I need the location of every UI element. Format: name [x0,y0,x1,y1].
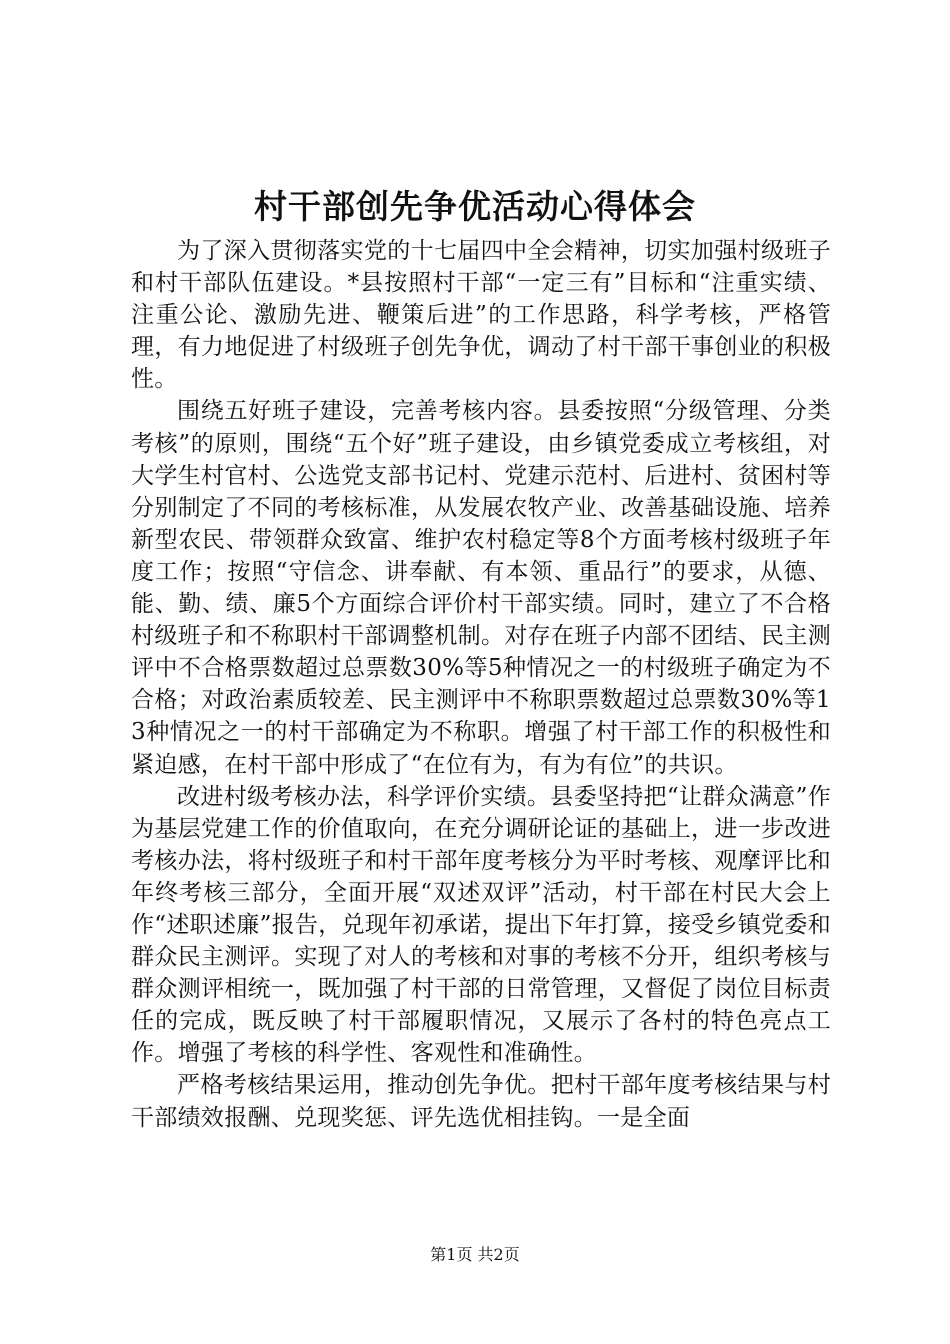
paragraph-assessment-results: 严格考核结果运用，推动创先争优。把村干部年度考核结果与村干部绩效报酬、兑现奖惩、评先选优相挂钩。一是全面 [131,1072,831,1131]
paragraph-assessment-content: 围绕五好班子建设，完善考核内容。县委按照“分级管理、分类考核”的原则，围绕“五个好”班子建设，由乡镇党委成立考核组，对大学生村官村、公选党支部书记村、党建示范村、后进村、贫困村等分别制定了不同的考核标准，从发展农牧产业、改善基础设施、培养新型农民、带领群众致富、维护农村稳定等8个方面考核村级班子年度工作；按照“守信念、讲奉献、有本领、重品行”的要求，从德、能、勤、绩、廉5个方面综合评价村干部实绩。同时，建立了不合格村级班子和不称职村干部调整机制。对存在班子内部不团结、民主测评中不合格票数超过总票数30%等5种情况之一的村级班子确定为不合格；对政治素质较差、民主测评中不称职票数超过总票数30%等13种情况之一的村干部确定为不称职。增强了村干部工作的积极性和紧迫感，在村干部中形成了“在位有为，有为有位”的共识。 [131,398,831,778]
paragraph-intro: 为了深入贯彻落实党的十七届四中全会精神，切实加强村级班子和村干部队伍建设。*县按照村干部“一定三有”目标和“注重实绩、注重公论、激励先进、鞭策后进”的工作思路，科学考核，严格管理，有力地促进了村级班子创先争优，调动了村干部干事创业的积极性。 [131,238,831,393]
document-body [131,235,831,1134]
page-number-footer: 第1页 共2页 [430,1245,520,1264]
document-title: 村干部创先争优活动心得体会 [254,187,696,226]
paragraph-assessment-method: 改进村级考核办法，科学评价实绩。县委坚持把“让群众满意”作为基层党建工作的价值取向，在充分调研论证的基础上，进一步改进考核办法，将村级班子和村干部年度考核分为平时考核、观摩评比和年终考核三部分，全面开展“双述双评”活动，村干部在村民大会上作“述职述廉”报告，兑现年初承诺，提出下年打算，接受乡镇党委和群众民主测评。实现了对人的考核和对事的考核不分开，组织考核与群众测评相统一，既加强了村干部的日常管理，又督促了岗位目标责任的完成，既反映了村干部履职情况，又展示了各村的特色亮点工作。增强了考核的科学性、客观性和准确性。 [131,783,831,1067]
